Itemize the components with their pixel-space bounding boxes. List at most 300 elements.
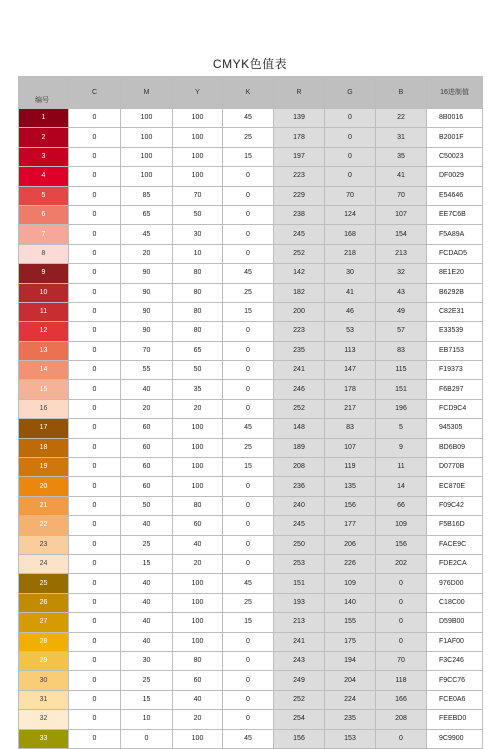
cell-hex: F9CC76 (427, 671, 483, 690)
cell-hex: B2001F (427, 128, 483, 147)
cell-k: 0 (223, 535, 274, 554)
table-row (19, 613, 483, 632)
cell-hex: FACE9C (427, 535, 483, 554)
cell-c: 0 (69, 186, 121, 205)
cell-y: 100 (173, 419, 223, 438)
cell-c: 0 (69, 302, 121, 321)
cell-c: 0 (69, 438, 121, 457)
cell-c: 0 (69, 593, 121, 612)
cell-hex: F09C42 (427, 496, 483, 515)
cell-b: 31 (376, 128, 427, 147)
cell-m: 90 (121, 322, 173, 341)
cell-id: 18 (19, 438, 69, 457)
cell-hex: 8B0016 (427, 109, 483, 128)
table-row (19, 458, 483, 477)
cell-g: 0 (325, 147, 376, 166)
table-row (19, 128, 483, 147)
cell-m: 40 (121, 574, 173, 593)
table-row (19, 264, 483, 283)
table-row (19, 438, 483, 457)
cell-g: 147 (325, 361, 376, 380)
table-row (19, 710, 483, 729)
cell-g: 206 (325, 535, 376, 554)
cell-b: 156 (376, 535, 427, 554)
column-header-hex: 16进制值 (427, 77, 483, 109)
cell-k: 15 (223, 613, 274, 632)
cell-c: 0 (69, 632, 121, 651)
cell-y: 100 (173, 593, 223, 612)
cell-g: 226 (325, 554, 376, 573)
cell-y: 80 (173, 302, 223, 321)
cell-b: 83 (376, 341, 427, 360)
cell-m: 15 (121, 554, 173, 573)
cell-m: 0 (121, 729, 173, 748)
table-row (19, 419, 483, 438)
cell-id: 33 (19, 729, 69, 748)
cell-id: 21 (19, 496, 69, 515)
cell-y: 40 (173, 535, 223, 554)
column-header-c: C (69, 77, 121, 109)
cell-hex: EB7153 (427, 341, 483, 360)
cell-m: 15 (121, 690, 173, 709)
cell-c: 0 (69, 244, 121, 263)
cell-r: 200 (274, 302, 325, 321)
cell-b: 118 (376, 671, 427, 690)
cell-y: 100 (173, 574, 223, 593)
cell-c: 0 (69, 729, 121, 748)
cell-g: 177 (325, 516, 376, 535)
cell-k: 0 (223, 710, 274, 729)
cell-hex: F6B297 (427, 380, 483, 399)
cell-y: 100 (173, 632, 223, 651)
cell-r: 193 (274, 593, 325, 612)
cell-k: 0 (223, 690, 274, 709)
cell-hex: F5A89A (427, 225, 483, 244)
cell-id: 26 (19, 593, 69, 612)
cell-k: 45 (223, 574, 274, 593)
cell-y: 60 (173, 516, 223, 535)
cell-hex: F19373 (427, 361, 483, 380)
table-row (19, 671, 483, 690)
cell-k: 25 (223, 593, 274, 612)
cell-hex: DF0029 (427, 167, 483, 186)
cell-r: 142 (274, 264, 325, 283)
cell-r: 252 (274, 244, 325, 263)
cell-r: 241 (274, 632, 325, 651)
cell-m: 100 (121, 147, 173, 166)
cell-hex: D0770B (427, 458, 483, 477)
table-row (19, 341, 483, 360)
cell-g: 218 (325, 244, 376, 263)
cell-m: 20 (121, 399, 173, 418)
cell-k: 25 (223, 438, 274, 457)
cell-id: 29 (19, 651, 69, 670)
cell-r: 243 (274, 651, 325, 670)
cell-r: 246 (274, 380, 325, 399)
cell-k: 0 (223, 671, 274, 690)
cell-id: 15 (19, 380, 69, 399)
cell-m: 70 (121, 341, 173, 360)
cell-k: 15 (223, 147, 274, 166)
cell-id: 5 (19, 186, 69, 205)
cell-r: 178 (274, 128, 325, 147)
cell-c: 0 (69, 554, 121, 573)
cell-c: 0 (69, 380, 121, 399)
page-title: CMYK色值表 (212, 57, 288, 71)
cell-id: 7 (19, 225, 69, 244)
cell-m: 100 (121, 109, 173, 128)
column-header-g: G (325, 77, 376, 109)
cell-id: 24 (19, 554, 69, 573)
cell-y: 20 (173, 710, 223, 729)
cell-g: 217 (325, 399, 376, 418)
cell-b: 109 (376, 516, 427, 535)
cell-c: 0 (69, 516, 121, 535)
cell-y: 80 (173, 496, 223, 515)
table-row (19, 361, 483, 380)
cell-b: 35 (376, 147, 427, 166)
cell-id: 31 (19, 690, 69, 709)
cell-b: 0 (376, 632, 427, 651)
cell-y: 80 (173, 322, 223, 341)
cell-hex: C82E31 (427, 302, 483, 321)
table-row (19, 477, 483, 496)
cell-m: 90 (121, 264, 173, 283)
cell-id: 14 (19, 361, 69, 380)
cell-m: 60 (121, 419, 173, 438)
cell-id: 3 (19, 147, 69, 166)
cell-k: 0 (223, 399, 274, 418)
cell-g: 135 (325, 477, 376, 496)
cell-c: 0 (69, 109, 121, 128)
cell-b: 0 (376, 593, 427, 612)
cell-hex: D59B00 (427, 613, 483, 632)
cell-g: 107 (325, 438, 376, 457)
cell-c: 0 (69, 205, 121, 224)
cell-k: 0 (223, 341, 274, 360)
cell-r: 151 (274, 574, 325, 593)
cell-y: 50 (173, 361, 223, 380)
cell-hex: FCE0A6 (427, 690, 483, 709)
column-header-m: M (121, 77, 173, 109)
cell-g: 156 (325, 496, 376, 515)
cell-k: 0 (223, 496, 274, 515)
table-row (19, 147, 483, 166)
table-row (19, 283, 483, 302)
cell-k: 45 (223, 729, 274, 748)
cell-y: 80 (173, 651, 223, 670)
cell-g: 0 (325, 109, 376, 128)
cell-r: 249 (274, 671, 325, 690)
cell-k: 0 (223, 186, 274, 205)
cell-hex: E54646 (427, 186, 483, 205)
cell-b: 0 (376, 729, 427, 748)
cell-r: 139 (274, 109, 325, 128)
cell-b: 115 (376, 361, 427, 380)
cell-b: 41 (376, 167, 427, 186)
cell-id: 30 (19, 671, 69, 690)
cell-c: 0 (69, 496, 121, 515)
cell-y: 100 (173, 613, 223, 632)
cell-b: 196 (376, 399, 427, 418)
cell-b: 70 (376, 651, 427, 670)
cell-g: 0 (325, 128, 376, 147)
table-row (19, 651, 483, 670)
cell-y: 100 (173, 729, 223, 748)
cell-c: 0 (69, 613, 121, 632)
cell-k: 45 (223, 264, 274, 283)
cell-id: 20 (19, 477, 69, 496)
cell-hex: EE7C6B (427, 205, 483, 224)
cell-k: 0 (223, 361, 274, 380)
cell-id: 10 (19, 283, 69, 302)
cell-c: 0 (69, 147, 121, 166)
cell-hex: F3C246 (427, 651, 483, 670)
cell-m: 50 (121, 496, 173, 515)
cell-y: 20 (173, 399, 223, 418)
cell-m: 10 (121, 710, 173, 729)
cell-r: 253 (274, 554, 325, 573)
cell-b: 14 (376, 477, 427, 496)
cell-g: 224 (325, 690, 376, 709)
cell-m: 40 (121, 613, 173, 632)
cell-r: 252 (274, 690, 325, 709)
cell-m: 90 (121, 283, 173, 302)
cell-r: 235 (274, 341, 325, 360)
cell-id: 16 (19, 399, 69, 418)
cell-y: 80 (173, 283, 223, 302)
cell-r: 156 (274, 729, 325, 748)
cell-r: 213 (274, 613, 325, 632)
cell-y: 60 (173, 671, 223, 690)
cell-c: 0 (69, 283, 121, 302)
cell-r: 182 (274, 283, 325, 302)
cell-id: 4 (19, 167, 69, 186)
column-header-id: 编号 (19, 77, 69, 109)
cell-c: 0 (69, 361, 121, 380)
cell-c: 0 (69, 690, 121, 709)
cell-c: 0 (69, 128, 121, 147)
cell-k: 0 (223, 632, 274, 651)
cell-b: 5 (376, 419, 427, 438)
cell-m: 60 (121, 438, 173, 457)
cell-c: 0 (69, 535, 121, 554)
cell-y: 40 (173, 690, 223, 709)
cell-g: 204 (325, 671, 376, 690)
cell-g: 113 (325, 341, 376, 360)
cell-c: 0 (69, 477, 121, 496)
cell-m: 65 (121, 205, 173, 224)
cell-y: 30 (173, 225, 223, 244)
cell-g: 109 (325, 574, 376, 593)
table-row (19, 690, 483, 709)
cell-y: 10 (173, 244, 223, 263)
cell-id: 1 (19, 109, 69, 128)
cell-r: 208 (274, 458, 325, 477)
cell-m: 40 (121, 516, 173, 535)
cell-g: 194 (325, 651, 376, 670)
cell-b: 213 (376, 244, 427, 263)
table-row (19, 225, 483, 244)
cell-hex: FCD9C4 (427, 399, 483, 418)
cell-k: 45 (223, 109, 274, 128)
cell-m: 45 (121, 225, 173, 244)
table-row (19, 496, 483, 515)
cell-c: 0 (69, 671, 121, 690)
cell-b: 0 (376, 613, 427, 632)
cell-id: 23 (19, 535, 69, 554)
cell-m: 30 (121, 651, 173, 670)
table-row (19, 205, 483, 224)
cell-hex: C50023 (427, 147, 483, 166)
table-row (19, 535, 483, 554)
cell-hex: E33539 (427, 322, 483, 341)
column-header-k: K (223, 77, 274, 109)
cell-m: 55 (121, 361, 173, 380)
cell-m: 20 (121, 244, 173, 263)
table-row (19, 244, 483, 263)
table-row (19, 516, 483, 535)
cell-r: 229 (274, 186, 325, 205)
cell-id: 25 (19, 574, 69, 593)
cell-b: 43 (376, 283, 427, 302)
cell-hex: FDE2CA (427, 554, 483, 573)
table-row (19, 554, 483, 573)
cell-r: 189 (274, 438, 325, 457)
cell-c: 0 (69, 264, 121, 283)
cell-b: 11 (376, 458, 427, 477)
cell-c: 0 (69, 574, 121, 593)
cell-g: 119 (325, 458, 376, 477)
cell-hex: EC870E (427, 477, 483, 496)
cell-c: 0 (69, 419, 121, 438)
cell-g: 124 (325, 205, 376, 224)
cell-id: 2 (19, 128, 69, 147)
cell-y: 100 (173, 438, 223, 457)
column-header-b: B (376, 77, 427, 109)
cell-k: 0 (223, 380, 274, 399)
table-body (19, 109, 483, 749)
cell-c: 0 (69, 399, 121, 418)
cell-m: 25 (121, 671, 173, 690)
cell-id: 17 (19, 419, 69, 438)
cell-id: 22 (19, 516, 69, 535)
cell-b: 66 (376, 496, 427, 515)
cell-b: 0 (376, 574, 427, 593)
cell-b: 32 (376, 264, 427, 283)
cell-g: 178 (325, 380, 376, 399)
cell-g: 70 (325, 186, 376, 205)
column-header-r: R (274, 77, 325, 109)
cell-g: 53 (325, 322, 376, 341)
cell-hex: BD6B09 (427, 438, 483, 457)
cell-y: 50 (173, 205, 223, 224)
cell-k: 25 (223, 283, 274, 302)
table-row (19, 186, 483, 205)
cell-k: 0 (223, 554, 274, 573)
table-row (19, 167, 483, 186)
cell-id: 27 (19, 613, 69, 632)
cell-m: 60 (121, 477, 173, 496)
cell-c: 0 (69, 167, 121, 186)
cell-id: 9 (19, 264, 69, 283)
cell-k: 0 (223, 477, 274, 496)
cell-c: 0 (69, 322, 121, 341)
cell-y: 100 (173, 147, 223, 166)
cell-b: 22 (376, 109, 427, 128)
cell-b: 49 (376, 302, 427, 321)
table-row (19, 593, 483, 612)
cell-hex: 945305 (427, 419, 483, 438)
cell-b: 208 (376, 710, 427, 729)
cell-k: 15 (223, 458, 274, 477)
cell-b: 107 (376, 205, 427, 224)
cell-g: 83 (325, 419, 376, 438)
cell-k: 0 (223, 167, 274, 186)
cell-g: 0 (325, 167, 376, 186)
cell-k: 0 (223, 244, 274, 263)
table-row (19, 729, 483, 748)
cell-y: 100 (173, 458, 223, 477)
cell-hex: C18C00 (427, 593, 483, 612)
cell-id: 12 (19, 322, 69, 341)
cell-k: 15 (223, 302, 274, 321)
cell-hex: FEEBD0 (427, 710, 483, 729)
cell-y: 100 (173, 477, 223, 496)
cell-m: 40 (121, 380, 173, 399)
cell-hex: FCDAD5 (427, 244, 483, 263)
cell-g: 46 (325, 302, 376, 321)
cell-r: 250 (274, 535, 325, 554)
cell-c: 0 (69, 651, 121, 670)
cell-m: 40 (121, 593, 173, 612)
cell-g: 175 (325, 632, 376, 651)
cell-hex: F1AF00 (427, 632, 483, 651)
cell-hex: 976D00 (427, 574, 483, 593)
table-row (19, 109, 483, 128)
cell-r: 223 (274, 322, 325, 341)
cell-r: 245 (274, 225, 325, 244)
cell-r: 238 (274, 205, 325, 224)
cell-k: 0 (223, 516, 274, 535)
cell-y: 100 (173, 167, 223, 186)
cell-b: 202 (376, 554, 427, 573)
cell-r: 254 (274, 710, 325, 729)
cell-r: 240 (274, 496, 325, 515)
cell-c: 0 (69, 458, 121, 477)
cell-m: 100 (121, 167, 173, 186)
cell-g: 140 (325, 593, 376, 612)
cell-y: 100 (173, 109, 223, 128)
cell-id: 8 (19, 244, 69, 263)
cell-m: 100 (121, 128, 173, 147)
cell-y: 65 (173, 341, 223, 360)
cell-r: 236 (274, 477, 325, 496)
cell-k: 45 (223, 419, 274, 438)
cell-y: 70 (173, 186, 223, 205)
cell-k: 0 (223, 225, 274, 244)
cell-r: 252 (274, 399, 325, 418)
cell-m: 85 (121, 186, 173, 205)
cell-c: 0 (69, 341, 121, 360)
table-row (19, 399, 483, 418)
cell-k: 25 (223, 128, 274, 147)
cell-y: 20 (173, 554, 223, 573)
cell-id: 28 (19, 632, 69, 651)
table-row (19, 302, 483, 321)
table-row (19, 574, 483, 593)
cell-y: 100 (173, 128, 223, 147)
